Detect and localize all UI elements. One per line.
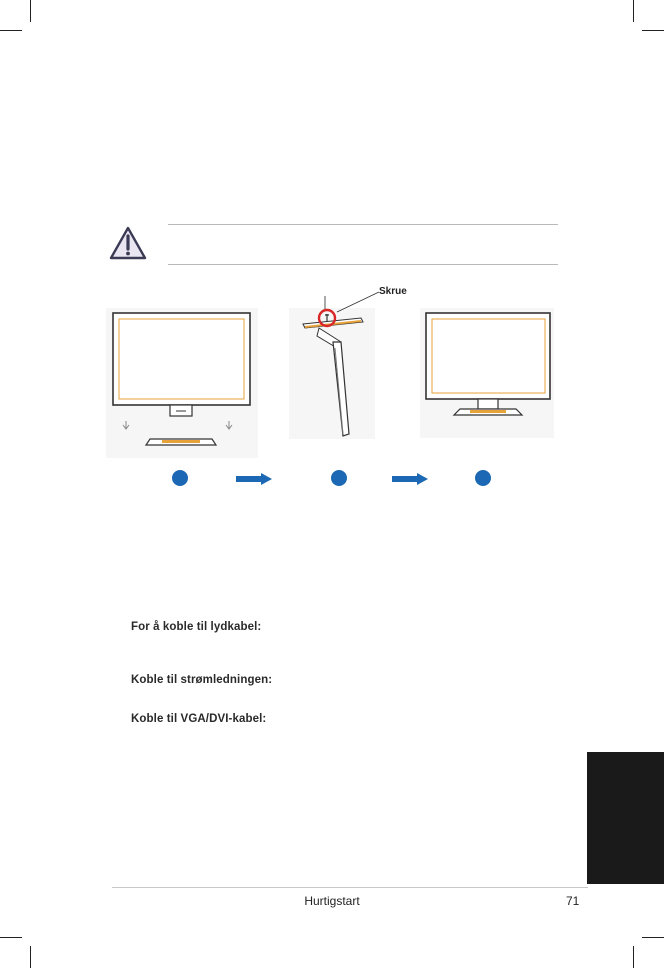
step-3-marker [475, 470, 491, 486]
right-arrow-icon [236, 473, 272, 485]
monitor-side-figure [289, 296, 375, 439]
crop-mark-bottom-left-h [0, 937, 22, 938]
power-cord-heading: Koble til strømledningen: [131, 674, 273, 686]
monitor-assembled-figure [420, 308, 554, 438]
language-side-tab [587, 752, 664, 884]
warning-bottom-rule [168, 264, 558, 265]
page-number: 71 [566, 894, 580, 908]
screw-label: Skrue [379, 286, 407, 297]
right-arrow-icon [392, 473, 428, 485]
crop-mark-bottom-right-v [633, 946, 634, 968]
crop-mark-top-left-h [0, 30, 22, 31]
audio-cable-heading: For å koble til lydkabel: [131, 621, 262, 633]
footer-title: Hurtigstart [304, 894, 360, 908]
warning-triangle-icon [108, 225, 148, 261]
vga-dvi-cable-heading: Koble til VGA/DVI-kabel: [131, 713, 267, 725]
step-1-marker [172, 470, 188, 486]
crop-mark-top-right-v [633, 0, 634, 22]
step-2-marker [331, 470, 347, 486]
crop-mark-bottom-left-v [30, 946, 31, 968]
crop-mark-top-left-v [30, 0, 31, 22]
warning-top-rule [168, 224, 558, 225]
monitor-front-figure [106, 308, 258, 458]
footer-rule [112, 887, 588, 888]
screw-callout-line [335, 290, 381, 314]
crop-mark-bottom-right-h [642, 937, 664, 938]
crop-mark-top-right-h [642, 30, 664, 31]
